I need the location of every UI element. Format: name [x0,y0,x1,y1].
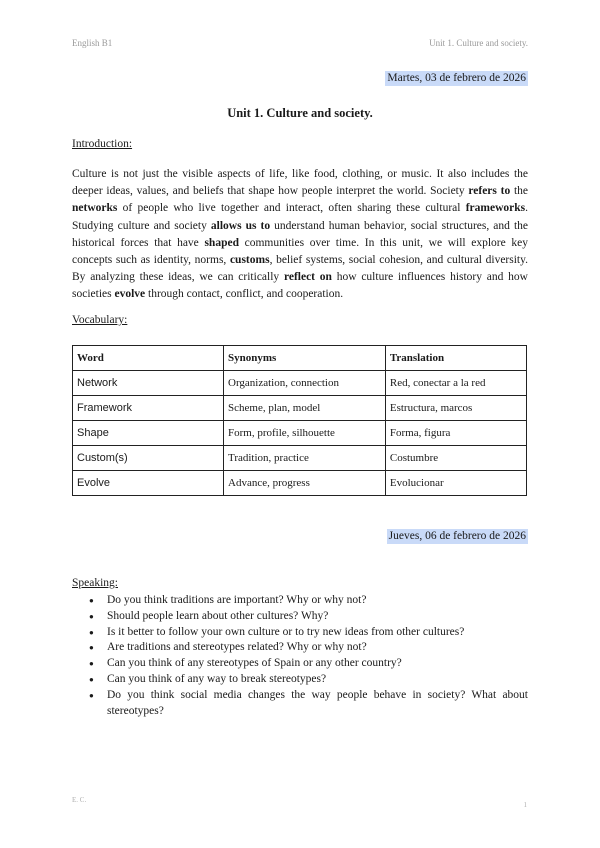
speaking-heading: Speaking: [72,577,118,589]
list-item: ● Do you think social media changes the way people behave in society? What about stereotypes? [72,688,528,720]
vocabulary-table [72,345,527,496]
table-header-row [73,346,527,371]
synonyms-cell: Scheme, plan, model [224,396,386,421]
table-row [73,371,527,396]
introduction-heading: Introduction: [72,138,133,150]
list-item: ● Do you think traditions are important? Why or why not? [72,593,528,609]
table-row [73,396,527,421]
word-cell: Framework [73,396,224,421]
list-item: ● Is it better to follow your own culture or to try new ideas from other cultures? [72,625,528,641]
synonyms-cell: Organization, connection [224,371,386,396]
table-row [73,446,527,471]
column-header-translation: Translation [385,346,526,371]
column-header-synonyms: Synonyms [224,346,386,371]
table-row [73,421,527,446]
introduction-paragraph: Culture is not just the visible aspects of life, like food, clothing, or music. It also includes the deeper ideas, values, and beliefs that shape how people interpret the world. Society refers to the networks of people who live together and interact, often sharing these cultural frameworks. Studying culture and society allows us to understand human behavior, social structures, and the historical forces that have shaped communities over time. In this unit, we will explore key concepts such as identity, norms, customs, belief systems, social cohesion, and cultural diversity. By analyzing these ideas, we can critically reflect on how culture influences history and how societies evolve through contact, conflict, and cooperation. [72,168,529,301]
synonyms-cell: Advance, progress [224,471,386,496]
translation-cell: Costumbre [385,446,526,471]
bold-term: evolve [114,288,146,301]
translation-cell: Estructura, marcos [385,396,526,421]
table-row [73,471,527,496]
synonyms-cell: Tradition, practice [224,446,386,471]
word-cell: Evolve [73,471,224,496]
bold-term: reflect on [283,271,332,284]
list-item: ● Can you think of any stereotypes of Spain or any other country? [72,656,528,672]
bold-term: frameworks [465,202,526,215]
bold-term: allows us to [210,219,271,232]
word-cell: Shape [73,421,224,446]
list-item: ● Can you think of any way to break stereotypes? [72,672,528,688]
bold-term: refers to [468,185,511,198]
list-item: ● Should people learn about other cultures? Why? [72,609,528,625]
word-cell: Network [73,371,224,396]
bold-term: networks [72,202,118,215]
list-item: ● Are traditions and stereotypes related? Why or why not? [72,640,528,656]
page-title: Unit 1. Culture and society. [227,106,373,120]
translation-cell: Evolucionar [385,471,526,496]
date-highlight-1: Martes, 03 de febrero de 2026 [387,72,526,84]
synonyms-cell: Form, profile, silhouette [224,421,386,446]
translation-cell: Forma, figura [385,421,526,446]
page-number: 1 [523,801,527,809]
speaking-list [72,593,528,719]
vocabulary-heading: Vocabulary: [72,314,128,326]
date-highlight-2: Jueves, 06 de febrero de 2026 [388,530,526,542]
header-right: Unit 1. Culture and society. [429,38,528,48]
column-header-word: Word [73,346,224,371]
header-left: English B1 [72,38,113,48]
translation-cell: Red, conectar a la red [385,371,526,396]
bold-term: customs [229,254,270,267]
word-cell: Custom(s) [73,446,224,471]
footer-initials: E. C. [72,796,87,804]
bold-term: shaped [204,236,239,249]
